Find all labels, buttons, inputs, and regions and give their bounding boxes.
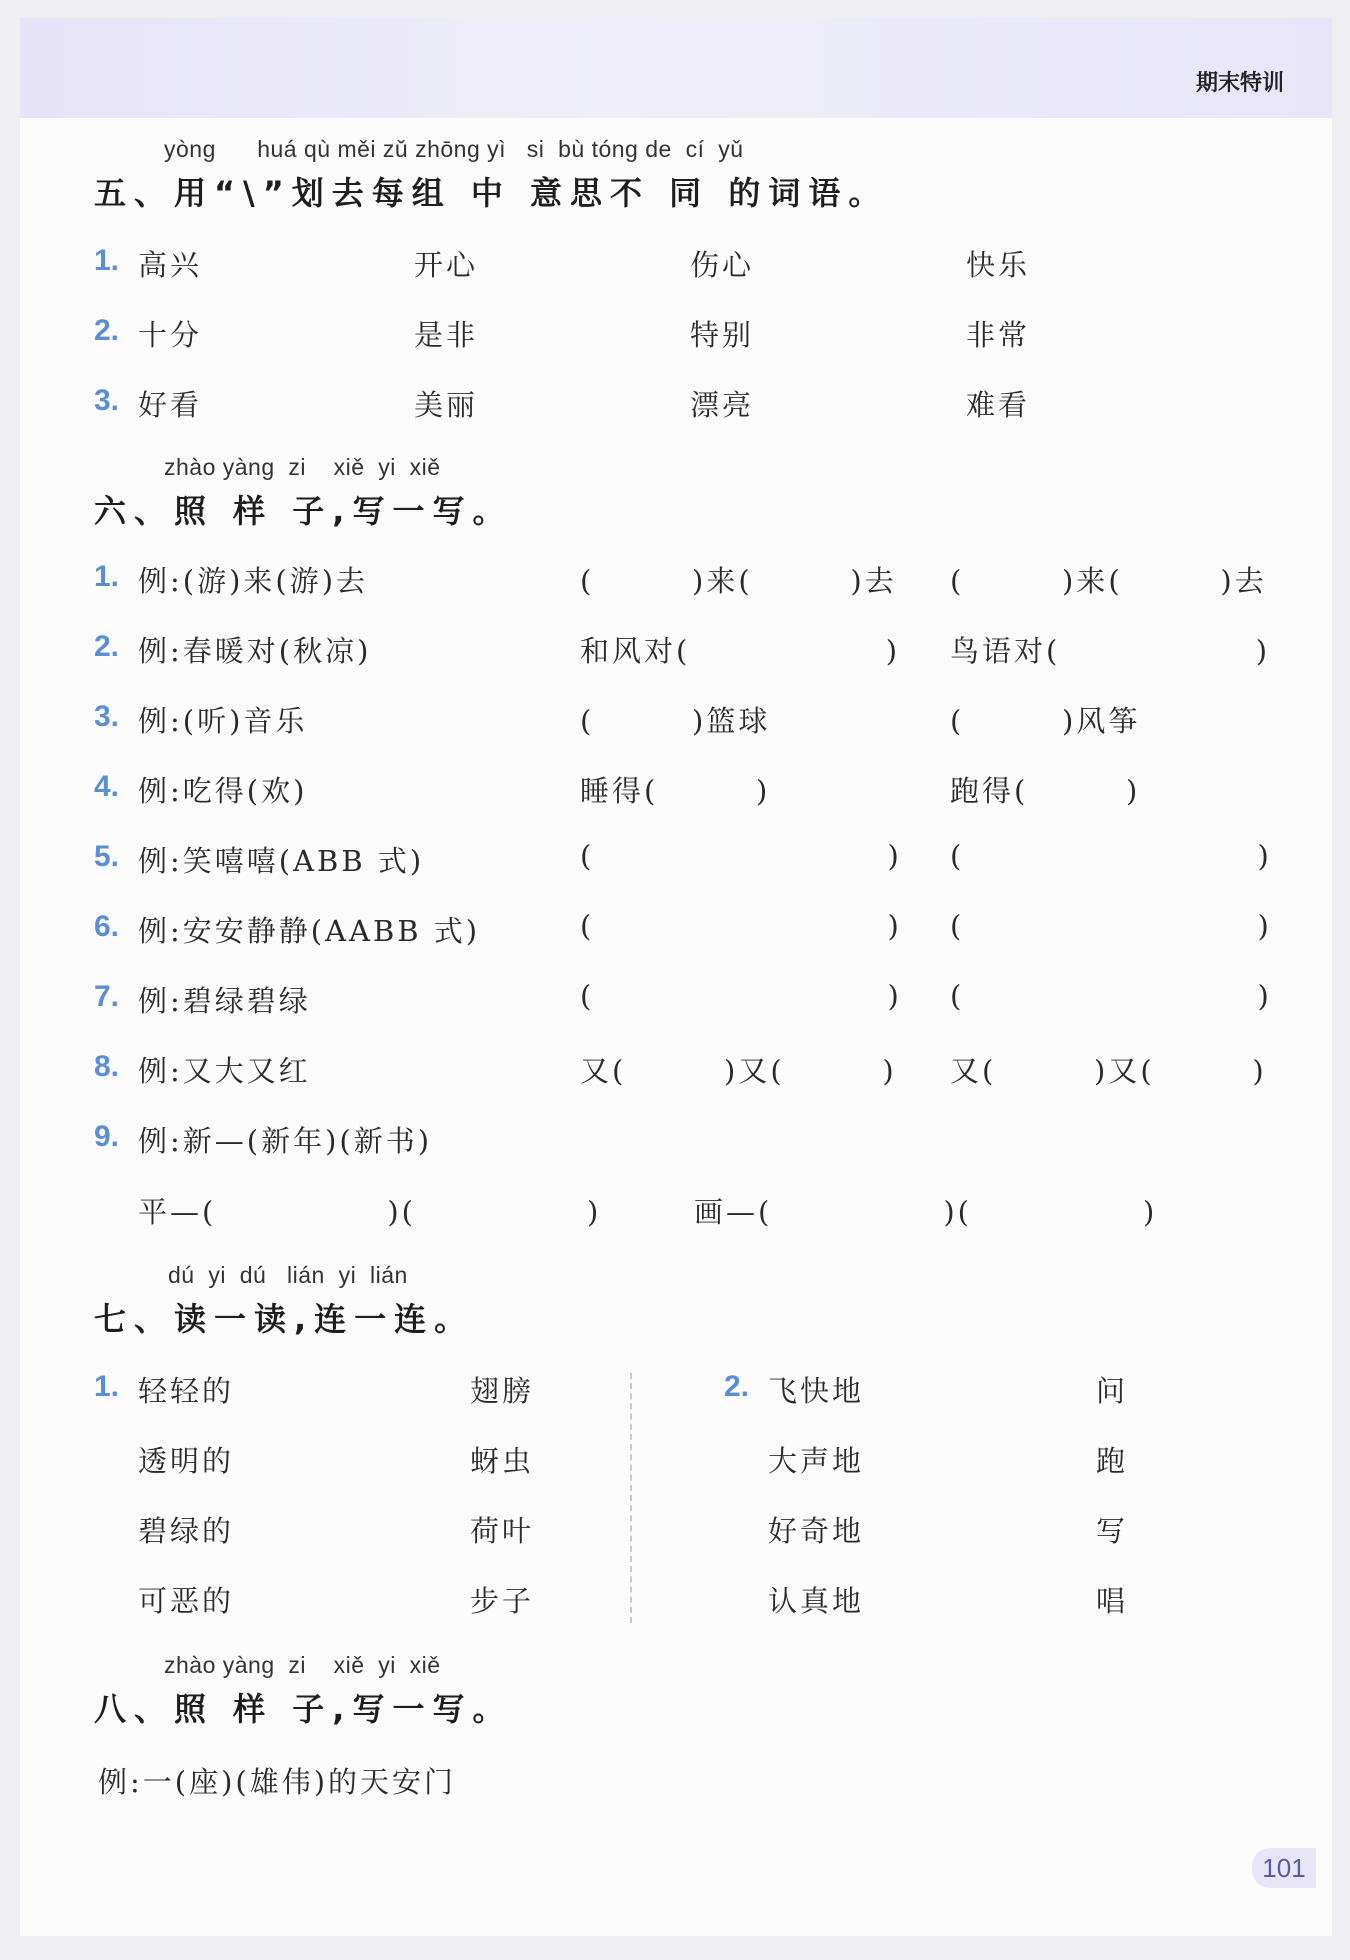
s6-row1-blank-b[interactable]: ( )来( )去: [950, 564, 1267, 598]
s5-row3-word4: 难看: [966, 388, 1031, 422]
header-band: [20, 18, 1332, 118]
s6-row5-number: 5.: [94, 840, 120, 873]
s6-row6-number: 6.: [94, 910, 120, 943]
s5-row1-word4: 快乐: [966, 248, 1031, 282]
s6-row7-example: 例:碧绿碧绿: [138, 984, 311, 1018]
s5-row1-word1: 高兴: [138, 248, 203, 282]
s6-row9-blank-b[interactable]: 画—( )( ): [694, 1195, 1158, 1229]
s7-group1-right-2[interactable]: 蚜虫: [470, 1444, 535, 1478]
s5-row1-word3: 伤心: [690, 248, 755, 282]
s6-row5-blank-a[interactable]: ( ): [580, 839, 902, 873]
s7-group1-number: 1.: [94, 1370, 120, 1403]
s5-row2-word4: 非常: [966, 318, 1031, 352]
group-divider: [630, 1373, 632, 1623]
page-number: 101: [1252, 1848, 1316, 1888]
s7-group2-number: 2.: [724, 1370, 750, 1403]
s6-heading: 六、照 样 子,写一写。: [94, 492, 513, 530]
s6-row4-blank-a[interactable]: 睡得( ): [580, 774, 771, 808]
s6-row3-number: 3.: [94, 700, 120, 733]
s7-group1-left-1[interactable]: 轻轻的: [138, 1374, 235, 1408]
s7-group1-right-3[interactable]: 荷叶: [470, 1514, 535, 1548]
s5-row3-word1: 好看: [138, 388, 203, 422]
s6-row1-blank-a[interactable]: ( )来( )去: [580, 564, 897, 598]
s6-row3-blank-a[interactable]: ( )篮球: [580, 704, 771, 738]
s6-row8-blank-b[interactable]: 又( )又( ): [950, 1054, 1267, 1088]
s6-row1-example: 例:(游)来(游)去: [138, 564, 369, 598]
s6-row2-example: 例:春暖对(秋凉): [138, 634, 372, 668]
s5-row3-word2: 美丽: [414, 388, 479, 422]
s6-row9-number: 9.: [94, 1120, 120, 1153]
s5-row3-word3: 漂亮: [690, 388, 755, 422]
s6-row1-number: 1.: [94, 560, 120, 593]
s7-group1-right-4[interactable]: 步子: [470, 1584, 535, 1618]
s6-pinyin: zhào yàng zi xiě yi xiě: [164, 454, 441, 480]
s6-row3-example: 例:(听)音乐: [138, 704, 308, 738]
workbook-page: [20, 18, 1332, 1936]
s5-row2-word1: 十分: [138, 318, 203, 352]
s6-row6-blank-b[interactable]: ( ): [950, 909, 1272, 943]
s6-row7-blank-a[interactable]: ( ): [580, 979, 902, 1013]
s6-row5-example: 例:笑嘻嘻(ABB 式): [138, 844, 425, 878]
s6-row4-blank-b[interactable]: 跑得( ): [950, 774, 1141, 808]
s6-row6-example: 例:安安静静(AABB 式): [138, 914, 481, 948]
s7-group2-right-1[interactable]: 问: [1096, 1374, 1129, 1408]
s5-heading: 五、用“\”划去每组 中 意思不 同 的词语。: [94, 174, 889, 212]
s7-pinyin: dú yi dú lián yi lián: [168, 1262, 408, 1288]
s5-row3-number: 3.: [94, 384, 120, 417]
s6-row4-example: 例:吃得(欢): [138, 774, 308, 808]
s6-row2-blank-a[interactable]: 和风对( ): [580, 634, 901, 668]
s7-group2-right-3[interactable]: 写: [1096, 1514, 1129, 1548]
s5-row1-word2: 开心: [414, 248, 479, 282]
s6-row5-blank-b[interactable]: ( ): [950, 839, 1272, 873]
s6-row3-blank-b[interactable]: ( )风筝: [950, 704, 1141, 738]
s6-row9-blank-a[interactable]: 平—( )( ): [138, 1195, 602, 1229]
s7-group1-left-4[interactable]: 可恶的: [138, 1584, 235, 1618]
s6-row2-blank-b[interactable]: 鸟语对( ): [950, 634, 1271, 668]
s7-group1-left-2[interactable]: 透明的: [138, 1444, 235, 1478]
s6-row7-blank-b[interactable]: ( ): [950, 979, 1272, 1013]
s6-row8-blank-a[interactable]: 又( )又( ): [580, 1054, 897, 1088]
s6-row2-number: 2.: [94, 630, 120, 663]
s7-group2-left-1[interactable]: 飞快地: [768, 1374, 865, 1408]
s5-row2-word3: 特别: [690, 318, 755, 352]
s7-group2-left-3[interactable]: 好奇地: [768, 1514, 865, 1548]
s8-example: 例:一(座)(雄伟)的天安门: [98, 1765, 457, 1799]
s7-group2-right-2[interactable]: 跑: [1096, 1444, 1129, 1478]
s6-row8-example: 例:又大又红: [138, 1054, 311, 1088]
s6-row9-example: 例:新—(新年)(新书): [138, 1124, 433, 1158]
s7-group2-left-4[interactable]: 认真地: [768, 1584, 865, 1618]
s5-pinyin: yòng huá qù měi zǔ zhōng yì si bù tóng de cí yǔ: [164, 136, 744, 162]
s7-group2-right-4[interactable]: 唱: [1096, 1584, 1129, 1618]
s5-row2-word2: 是非: [414, 318, 479, 352]
s6-row8-number: 8.: [94, 1050, 120, 1083]
s7-group2-left-2[interactable]: 大声地: [768, 1444, 865, 1478]
s8-heading: 八、照 样 子,写一写。: [94, 1690, 513, 1728]
s7-heading: 七、读一读,连一连。: [94, 1300, 475, 1338]
s6-row6-blank-a[interactable]: ( ): [580, 909, 902, 943]
s7-group1-left-3[interactable]: 碧绿的: [138, 1514, 235, 1548]
s7-group1-right-1[interactable]: 翅膀: [470, 1374, 535, 1408]
header-title: 期末特训: [1195, 71, 1284, 96]
s6-row4-number: 4.: [94, 770, 120, 803]
s6-row7-number: 7.: [94, 980, 120, 1013]
s5-row2-number: 2.: [94, 314, 120, 347]
s5-row1-number: 1.: [94, 244, 120, 277]
s8-pinyin: zhào yàng zi xiě yi xiě: [164, 1652, 441, 1678]
